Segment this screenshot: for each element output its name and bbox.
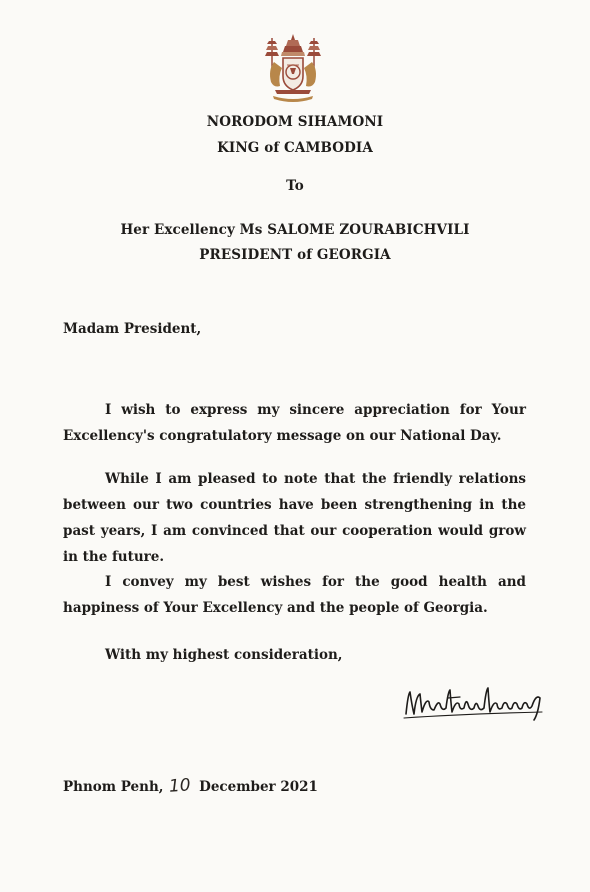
recipient-title: PRESIDENT of GEORGIA	[199, 247, 391, 263]
paragraph-1	[63, 397, 526, 449]
date-line	[63, 776, 318, 796]
paragraph-1-text: I wish to express my sincere appreciation for Your Excellency's congratulatory message on our National Day.	[63, 402, 526, 444]
signature-icon	[402, 684, 547, 724]
to-label: To	[286, 178, 304, 194]
royal-emblem-icon	[260, 32, 326, 106]
sender-name: NORODOM SIHAMONI	[206, 114, 384, 130]
salutation: Madam President,	[63, 321, 202, 337]
paragraph-3-text: I convey my best wishes for the good health and happiness of Your Excellency and the people of Georgia.	[63, 574, 526, 616]
place: Phnom Penh,	[63, 779, 164, 795]
recipient-name: Her Excellency Ms SALOME ZOURABICHVILI	[120, 222, 470, 238]
handwritten-day: 10	[168, 775, 192, 797]
paragraph-3	[63, 569, 526, 621]
closing: With my highest consideration,	[105, 647, 343, 663]
sender-title: KING of CAMBODIA	[217, 140, 373, 156]
paragraph-2	[63, 466, 526, 570]
paragraph-2-text: While I am pleased to note that the friendly relations between our two countries have been strengthening in the past years, I am convinced that our cooperation would grow in the future.	[63, 471, 526, 565]
month-year: December 2021	[199, 779, 318, 795]
